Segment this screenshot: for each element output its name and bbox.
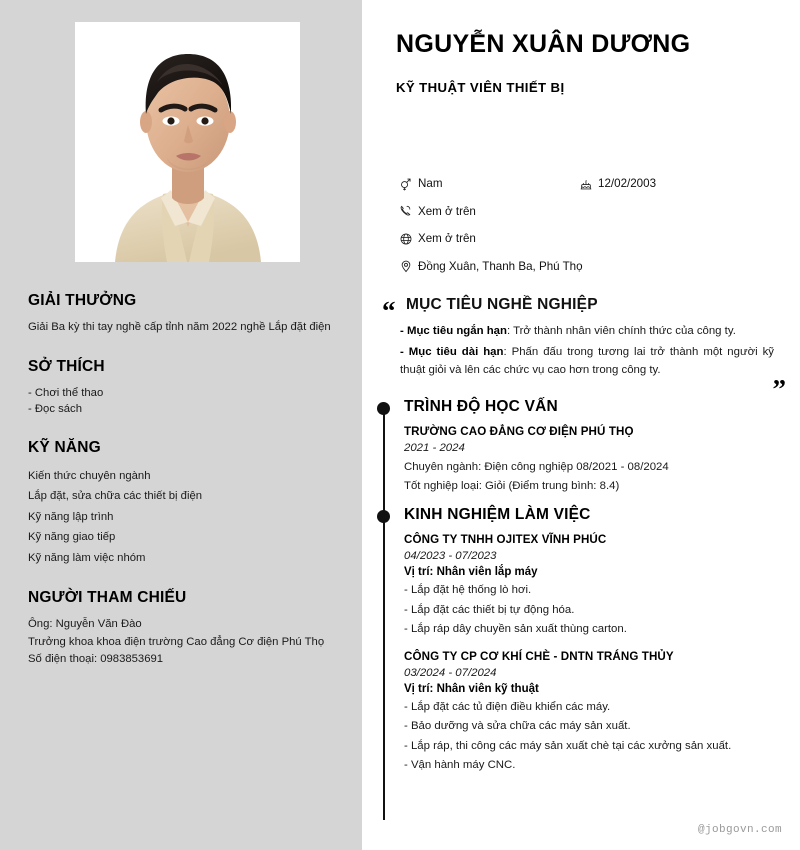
experience-role: Vị trí: Nhân viên kỹ thuật [404, 682, 539, 695]
sidebar-panel [0, 0, 362, 850]
education-school: TRƯỜNG CAO ĐẲNG CƠ ĐIỆN PHÚ THỌ [404, 425, 634, 438]
experience-role: Vị trí: Nhân viên lắp máy [404, 566, 538, 578]
avatar [75, 22, 300, 262]
hobbies-heading: SỞ THÍCH [28, 357, 105, 375]
awards-heading: GIẢI THƯỞNG [28, 292, 137, 309]
web-value: Xem ở trên [418, 232, 476, 245]
experience-period: 04/2023 - 07/2023 [404, 550, 497, 562]
birthday-cake-icon [578, 176, 593, 191]
contact-row [398, 176, 788, 191]
objective-short-term [400, 322, 774, 341]
contact-gender [398, 176, 442, 191]
list-item: - Bảo dưỡng và sửa chữa các máy sản xuất. [404, 720, 631, 732]
list-item: Trưởng khoa khoa điện trường Cao đẳng Cơ điện Phú Thọ [28, 635, 325, 648]
objective-long-term [400, 343, 774, 380]
awards-line: Giải Ba kỳ thi tay nghề cấp tỉnh năm 2022 nghề Lắp đặt điện [28, 321, 331, 333]
section-career-objective [382, 296, 792, 404]
phone-value: Xem ở trên [418, 204, 476, 218]
experience-entry [404, 650, 797, 776]
reference-list [28, 616, 338, 669]
sidebar-section-awards [28, 292, 338, 337]
timeline [382, 398, 797, 776]
list-item: - Vận hành máy CNC. [404, 759, 516, 771]
section-experience [382, 506, 797, 776]
timeline-dot-icon [377, 402, 390, 415]
objective-long-label: - Mục tiêu dài hạn [400, 345, 504, 358]
objective-body [400, 322, 774, 380]
page-title: NGUYỄN XUÂN DƯƠNG [396, 30, 691, 58]
sidebar-sections [28, 292, 338, 669]
gender-icon [398, 176, 413, 191]
contact-phone [398, 204, 476, 219]
job-title: KỸ THUẬT VIÊN THIẾT BỊ [396, 80, 565, 95]
list-item: - Lắp ráp dây chuyền sản xuất thùng carton. [404, 623, 627, 635]
experience-company: CÔNG TY CP CƠ KHÍ CHÈ - DNTN TRÁNG THỦY [404, 649, 674, 663]
watermark: @jobgovn.com [697, 824, 782, 836]
list-item: Số điện thoại: 0983853691 [28, 653, 164, 665]
education-major: Chuyên ngành: Điện công nghiệp 08/2021 - 08/2024 [404, 461, 669, 473]
list-item: Kiến thức chuyên ngành [28, 469, 151, 482]
contact-row [398, 231, 788, 246]
main-column [362, 0, 800, 850]
gender-value: Nam [418, 177, 443, 190]
list-item: Lắp đặt, sửa chữa các thiết bị điện [28, 490, 203, 502]
list-item: - Đọc sách [28, 403, 82, 415]
education-entry [404, 425, 797, 496]
education-period: 2021 - 2024 [404, 442, 465, 454]
timeline-spacer [382, 496, 797, 506]
experience-duties [404, 698, 797, 776]
hobbies-list [28, 385, 338, 418]
objective-long-text: : Phấn đấu trong tương lai trở thành một người kỹ thuật giỏi và lên các chức vụ cao hơn trong công ty. [400, 345, 774, 376]
sidebar-section-hobbies [28, 358, 338, 418]
contact-row [398, 204, 788, 219]
skills-list [28, 466, 338, 569]
quote-close-icon: ” [772, 374, 786, 404]
skills-heading: KỸ NĂNG [28, 438, 101, 456]
list-item: - Chơi thể thao [28, 386, 104, 399]
section-education [382, 398, 797, 496]
contact-address [398, 259, 583, 274]
sidebar-section-skills [28, 439, 338, 569]
list-item: - Lắp ráp, thi công các máy sản xuất chè tại các xưởng sản xuất. [404, 739, 732, 752]
experience-entry [404, 533, 797, 640]
contact-birthday [578, 176, 656, 191]
contact-block [398, 176, 788, 286]
location-pin-icon [398, 259, 413, 274]
portrait-photo-graphic [75, 22, 300, 262]
contact-row [398, 259, 788, 274]
quote-open-icon: “ [382, 296, 396, 326]
phone-icon [398, 204, 413, 219]
experience-heading: KINH NGHIỆM LÀM VIỆC [404, 506, 591, 523]
list-item: Kỹ năng giao tiếp [28, 531, 116, 543]
list-item: Kỹ năng làm việc nhóm [28, 551, 146, 564]
birthday-value: 12/02/2003 [598, 177, 657, 190]
globe-icon [398, 231, 413, 246]
education-result: Tốt nghiệp loại: Giỏi (Điểm trung bình: 8.4) [404, 480, 620, 492]
experience-duties [404, 581, 797, 640]
list-item: Ông: Nguyễn Văn Đào [28, 618, 142, 630]
timeline-dot-icon [377, 510, 390, 523]
objective-short-label: - Mục tiêu ngắn hạn [400, 325, 507, 337]
experience-period: 03/2024 - 07/2024 [404, 666, 497, 679]
list-item: - Lắp đặt các thiết bị tự động hóa. [404, 603, 575, 616]
experience-company: CÔNG TY TNHH OJITEX VĨNH PHÚC [404, 533, 607, 546]
list-item: - Lắp đặt hệ thống lò hơi. [404, 584, 532, 596]
list-item: Kỹ năng lập trình [28, 510, 114, 523]
education-heading: TRÌNH ĐỘ HỌC VẤN [404, 398, 558, 415]
sidebar-section-reference [28, 589, 338, 669]
list-item: - Lắp đặt các tủ điện điều khiển các máy. [404, 700, 611, 713]
objective-heading: MỤC TIÊU NGHỀ NGHIỆP [406, 296, 598, 313]
reference-heading: NGƯỜI THAM CHIẾU [28, 589, 187, 606]
contact-web [398, 231, 476, 246]
address-value: Đồng Xuân, Thanh Ba, Phú Thọ [418, 259, 583, 273]
objective-short-text: : Trở thành nhân viên chính thức của công ty. [506, 325, 736, 337]
